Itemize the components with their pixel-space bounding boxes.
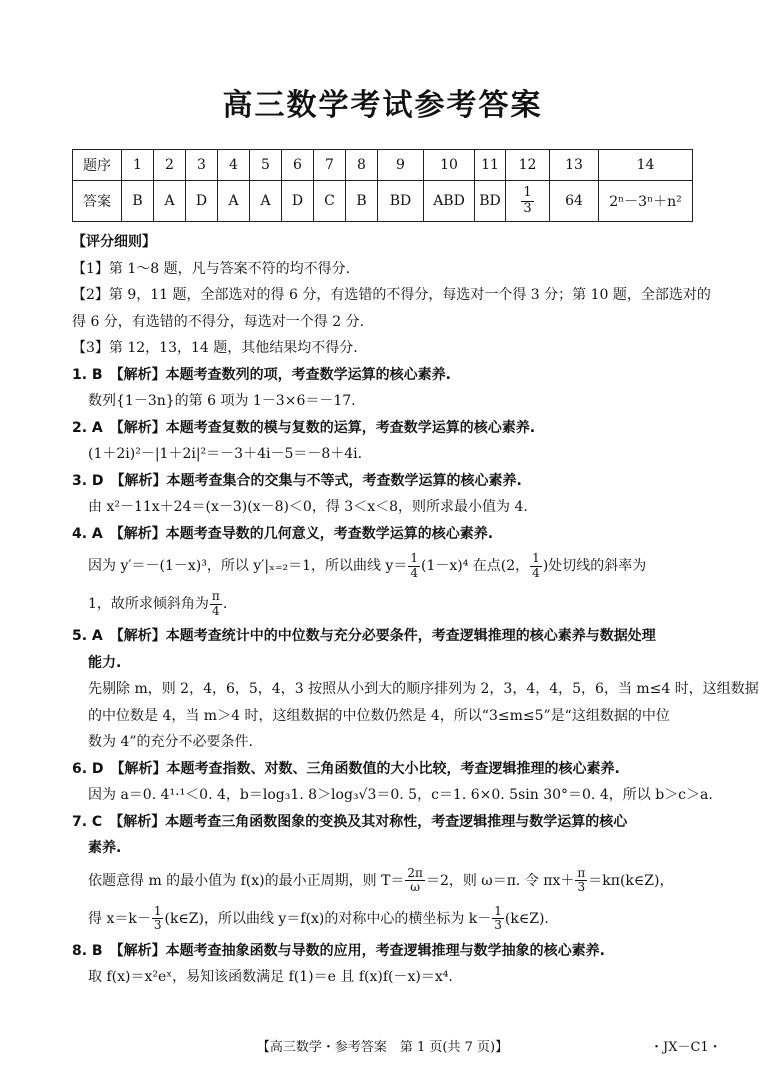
footer-code: ・JX－C1・ — [650, 1040, 722, 1055]
fraction-numerator: 1 — [153, 903, 162, 918]
page-footer — [0, 1036, 765, 1055]
fraction-numerator: π — [577, 865, 586, 880]
table-cell: BD — [378, 181, 424, 222]
table-cell: 14 — [599, 150, 693, 181]
rule-2-cont: 得 6 分，有选错的不得分，每选对一个得 2 分. — [72, 313, 365, 330]
text-run: (k∈Z)，所以曲线 y＝f(x)的对称中心的横坐标为 k－ — [164, 910, 492, 927]
table-cell: 64 — [550, 181, 599, 222]
table-cell: B — [346, 181, 378, 222]
table-cell: 2ⁿ－3ⁿ＋n² — [599, 181, 693, 222]
fraction-numerator: 1 — [532, 551, 540, 566]
fraction — [408, 552, 420, 579]
fraction-numerator: π — [211, 589, 220, 604]
fraction-denominator: 3 — [494, 918, 502, 932]
q4-body-1 — [72, 547, 697, 585]
text-run: ＝kπ(k∈Z)， — [588, 872, 674, 889]
answer-explanations — [72, 229, 759, 991]
table-cell: C — [314, 181, 346, 222]
text-run: )处切线的斜率为 — [542, 558, 647, 574]
q1-heading: 1. B 【解析】本题考查数列的项，考查数学运算的核心素养. — [72, 366, 451, 383]
q8-body: 取 f(x)＝x²eˣ，易知该函数满足 f(1)＝e 且 f(x)f(－x)＝x⁴. — [88, 969, 453, 985]
q5-body-3: 数为 4”的充分不必要条件. — [88, 734, 253, 750]
q6-heading: 6. D 【解析】本题考查指数、对数、三角函数值的大小比较，考查逻辑推理的核心素养. — [72, 760, 620, 777]
answer-row — [73, 181, 693, 222]
table-cell: 8 — [346, 150, 378, 181]
table-header-question: 题序 — [73, 150, 122, 181]
q5-body-1: 先剔除 m，则 2，4，6，5，4，3 按照从小到大的顺序排列为 2，3，4，4，5，6，当 m≤4 时，这组数据 — [88, 681, 759, 697]
q2-heading: 2. A 【解析】本题考查复数的模与复数的运算，考查数学运算的核心素养. — [72, 419, 536, 436]
text-run: 1，故所求倾斜角为 — [88, 596, 209, 612]
fraction — [521, 186, 533, 216]
q7-body-2 — [72, 900, 697, 938]
text-run: (k∈Z). — [504, 910, 549, 927]
rules-title: 【评分细则】 — [72, 234, 156, 250]
text-run: 得 x＝k－ — [88, 910, 151, 927]
fraction — [530, 552, 542, 579]
table-cell: A — [250, 181, 282, 222]
q5-heading: 5. A 【解析】本题考查统计中的中位数与充分必要条件，考查逻辑推理的核心素养与数据处理 — [72, 628, 656, 644]
table-cell: 2 — [154, 150, 186, 181]
q6-body: 因为 a＝0. 4¹·¹＜0. 4，b＝log₃1. 8＞log₃√3＝0. 5，c＝1. 6×0. 5sin 30°＝0. 4，所以 b＞c＞a. — [88, 787, 713, 803]
table-cell: B — [122, 181, 154, 222]
fraction — [405, 867, 425, 894]
q5-heading-cont: 能力. — [88, 654, 122, 671]
rule-3: 【3】第 12，13，14 题，其他结果均不得分. — [72, 340, 358, 356]
q1-body: 数列{1－3n}的第 6 项为 1－3×6＝－17. — [88, 393, 356, 409]
fraction-numerator: 2π — [407, 865, 423, 880]
table-cell: 3 — [186, 150, 218, 181]
fraction-denominator: 4 — [410, 565, 418, 580]
fraction-denominator: 3 — [577, 880, 586, 894]
table-cell: 7 — [314, 150, 346, 181]
page-title: 高三数学考试参考答案 — [222, 88, 543, 123]
rule-1: 【1】第 1～8 题，凡与答案不符的均不得分. — [72, 260, 351, 277]
table-cell: A — [218, 181, 250, 222]
table-cell: 1 — [122, 150, 154, 181]
table-header-answer: 答案 — [73, 181, 122, 222]
fraction — [575, 867, 587, 894]
answer-table — [72, 149, 693, 222]
q4-heading: 4. A 【解析】本题考查导数的几何意义，考查数学运算的核心素养. — [72, 525, 494, 542]
fraction — [152, 905, 164, 932]
table-cell: 12 — [506, 150, 550, 181]
text-run: 依题意得 m 的最小值为 f(x)的最小正周期，则 T＝ — [88, 872, 405, 889]
table-cell: 11 — [475, 150, 506, 181]
question-number-row — [73, 150, 693, 181]
text-run: 因为 y′＝－(1－x)³，所以 y′|ₓ₌₂＝1，所以曲线 y＝ — [88, 558, 408, 574]
fraction-numerator: 1 — [523, 185, 532, 201]
q7-body-1 — [72, 862, 697, 900]
table-cell: 10 — [424, 150, 475, 181]
q3-heading: 3. D 【解析】本题考查集合的交集与不等式，考查数学运算的核心素养. — [72, 472, 522, 489]
q8-heading: 8. B 【解析】本题考查抽象函数与导数的应用，考查逻辑推理与数学抽象的核心素养. — [72, 942, 605, 959]
fraction — [210, 590, 222, 617]
q5-body-2: 的中位数是 4，当 m＞4 时，这组数据的中位数仍然是 4，所以“3≤m≤5”是“这组数据的中位 — [88, 707, 670, 724]
q3-body: 由 x²－11x＋24＝(x－3)(x－8)＜0，得 3＜x＜8，则所求最小值为 4. — [88, 499, 528, 515]
q7-heading-cont: 素养. — [88, 840, 122, 856]
q7-heading: 7. C 【解析】本题考查三角函数图象的变换及其对称性，考查逻辑推理与数学运算的核心 — [72, 813, 628, 830]
table-cell-fraction — [506, 181, 550, 222]
footer-page-info: 【高三数学・参考答案 第 1 页(共 7 页)】 — [256, 1040, 509, 1055]
fraction-denominator: 3 — [153, 918, 162, 932]
fraction — [492, 905, 504, 932]
table-cell: A — [154, 181, 186, 222]
table-cell: 6 — [282, 150, 314, 181]
text-run: . — [222, 596, 228, 612]
fraction-denominator: 3 — [523, 200, 532, 216]
table-cell: 4 — [218, 150, 250, 181]
rule-2: 【2】第 9，11 题，全部选对的得 6 分，有选错的不得分，每选对一个得 3 分；第 10 题，全部选对的 — [72, 287, 711, 303]
table-cell: 5 — [250, 150, 282, 181]
text-run: (1－x)⁴ 在点(2， — [420, 558, 530, 574]
table-cell: D — [282, 181, 314, 222]
fraction-denominator: ω — [410, 880, 421, 894]
fraction-denominator: 4 — [532, 565, 540, 580]
table-cell: 13 — [550, 150, 599, 181]
q2-body: (1＋2i)²－|1＋2i|²＝－3＋4i－5＝－8＋4i. — [88, 446, 363, 462]
table-cell: ABD — [424, 181, 475, 222]
q4-body-2 — [72, 585, 697, 623]
fraction-numerator: 1 — [410, 551, 418, 566]
text-run: ＝2，则 ω＝π. 令 πx＋ — [425, 872, 575, 889]
fraction-numerator: 1 — [494, 903, 502, 918]
table-cell: BD — [475, 181, 506, 222]
table-cell: D — [186, 181, 218, 222]
fraction-denominator: 4 — [212, 603, 220, 618]
table-cell: 9 — [378, 150, 424, 181]
